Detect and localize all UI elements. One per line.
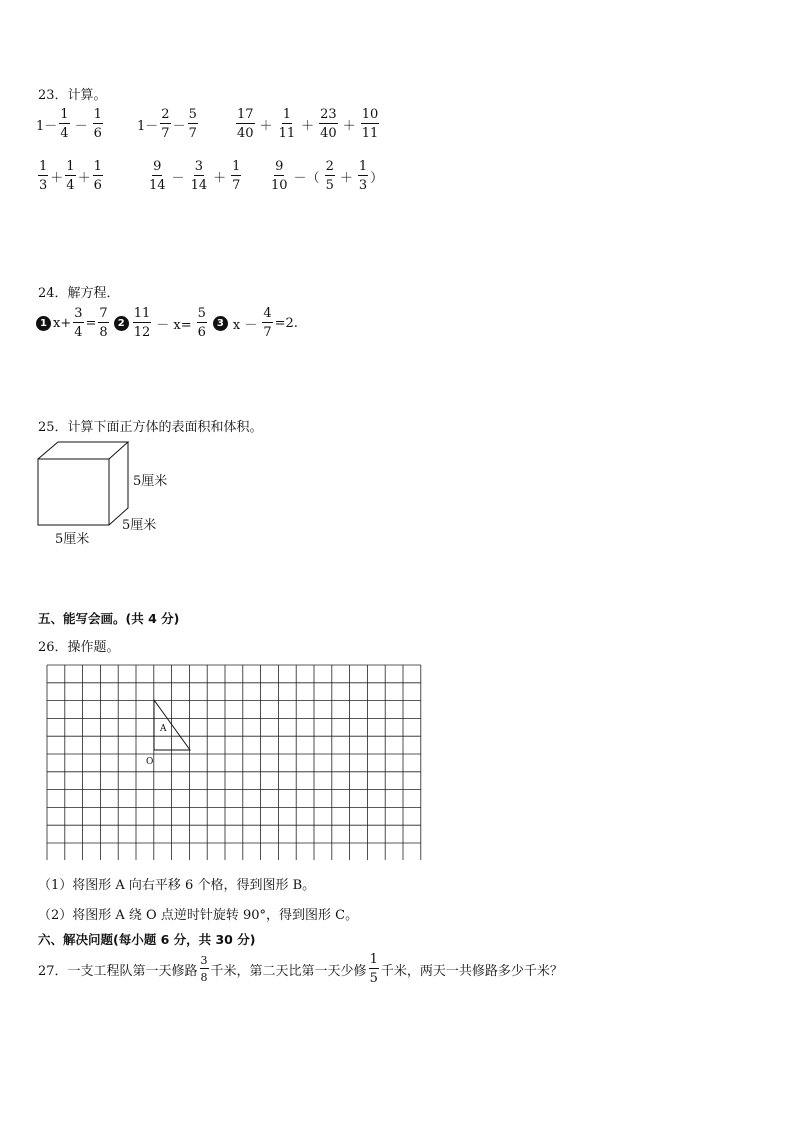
fraction: $\frac{1}{5}$ bbox=[369, 952, 378, 986]
fraction: $\frac{1}{6}$ bbox=[93, 107, 102, 141]
fraction: $\frac{2}{7}$ bbox=[161, 107, 170, 141]
section-5-heading: 五、能写会画。(共 4 分) bbox=[38, 611, 180, 626]
circled-number-3: 3 bbox=[213, 316, 228, 331]
q26-task-1: （1）将图形 A 向右平移 6 个格，得到图形 B。 bbox=[38, 878, 316, 893]
q23-expr-6: $\frac{9}{10}$ －（ $\frac{2}{5}$ ＋ $\frac{1}{3}$ ） bbox=[271, 159, 384, 193]
shape-a-label: A bbox=[160, 724, 167, 734]
cube-front-face bbox=[38, 459, 109, 525]
q27-text: 27．一支工程队第一天修路 $\frac{3}{8}$ 千米，第二天比第一天少修 $\frac{1}{5}$ 千米，两天一共修路多少千米？ bbox=[38, 952, 563, 986]
fraction: $\frac{1}{6}$ bbox=[93, 159, 102, 193]
fraction: $\frac{3}{4}$ bbox=[74, 306, 83, 340]
fraction: $\frac{7}{8}$ bbox=[99, 306, 108, 340]
fraction: $\frac{1}{4}$ bbox=[66, 159, 75, 193]
fraction: $\frac{9}{14}$ bbox=[149, 159, 166, 193]
cube-width-label: 5厘米 bbox=[55, 532, 90, 547]
q23-title: 23．计算。 bbox=[38, 88, 107, 103]
fraction: $\frac{3}{8}$ bbox=[200, 954, 208, 984]
q26-task-2: （2）将图形 A 绕 O 点逆时针旋转 90°，得到图形 C。 bbox=[38, 908, 359, 923]
fraction: $\frac{4}{7}$ bbox=[263, 306, 272, 340]
q23-expr-2: 1－ $\frac{2}{7}$ － $\frac{5}{7}$ bbox=[137, 107, 197, 141]
q26-title: 26．操作题。 bbox=[38, 640, 120, 655]
fraction: $\frac{1}{3}$ bbox=[358, 159, 368, 193]
fraction: $\frac{1}{4}$ bbox=[60, 107, 69, 141]
circled-number-2: 2 bbox=[114, 316, 129, 331]
q23-expr-4: $\frac{1}{3}$ ＋ $\frac{1}{4}$ ＋ $\frac{1}{6}$ bbox=[39, 159, 102, 193]
q23-expr-1: 1－ $\frac{1}{4}$ － $\frac{1}{6}$ bbox=[36, 107, 102, 141]
cube-depth-label: 5厘米 bbox=[122, 518, 157, 533]
fraction: $\frac{1}{7}$ bbox=[232, 159, 241, 193]
origin-o-label: O bbox=[146, 757, 154, 767]
fraction: $\frac{23}{40}$ bbox=[320, 107, 337, 141]
q24-title: 24．解方程． bbox=[38, 286, 120, 301]
circled-number-1: 1 bbox=[36, 316, 51, 331]
grid-lines bbox=[47, 665, 421, 860]
cube-top-face bbox=[38, 442, 128, 459]
fraction: $\frac{3}{14}$ bbox=[190, 159, 208, 193]
cube-figure bbox=[36, 440, 136, 530]
fraction: $\frac{2}{5}$ bbox=[325, 159, 334, 193]
fraction: $\frac{1}{3}$ bbox=[39, 159, 48, 193]
q24-equations: 1 x+ $\frac{3}{4}$ = $\frac{7}{8}$ 2 $\frac{11}{12}$ － x= $\frac{5}{6}$ 3 x － $\frac{4}{7}$ =2. bbox=[36, 307, 298, 339]
cube-side-face bbox=[109, 442, 128, 525]
fraction: $\frac{5}{6}$ bbox=[197, 306, 206, 340]
section-6-heading: 六、解决问题(每小题 6 分，共 30 分) bbox=[38, 932, 256, 947]
q25-title: 25．计算下面正方体的表面积和体积。 bbox=[38, 420, 263, 435]
q23-expr-5: $\frac{9}{14}$ － $\frac{3}{14}$ ＋ $\frac{1}{7}$ bbox=[149, 159, 241, 193]
fraction: $\frac{11}{12}$ bbox=[133, 306, 151, 340]
cube-height-label: 5厘米 bbox=[133, 474, 168, 489]
grid-figure bbox=[46, 664, 426, 860]
fraction: $\frac{1}{11}$ bbox=[278, 107, 296, 141]
fraction: $\frac{10}{11}$ bbox=[361, 107, 379, 141]
fraction: $\frac{17}{40}$ bbox=[237, 107, 254, 141]
fraction: $\frac{5}{7}$ bbox=[188, 107, 197, 141]
q23-expr-3: $\frac{17}{40}$ ＋ $\frac{1}{11}$ ＋ $\frac{23}{40}$ ＋ $\frac{10}{11}$ bbox=[237, 107, 379, 141]
fraction: $\frac{9}{10}$ bbox=[271, 159, 288, 193]
